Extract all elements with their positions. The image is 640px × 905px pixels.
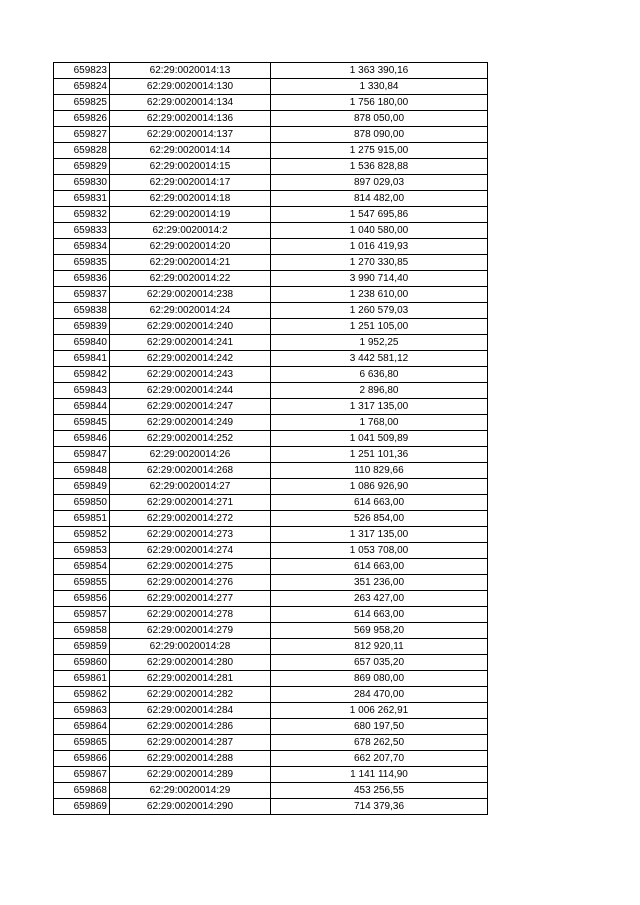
cadastral-number-cell: 62:29:0020014:29 [110,783,271,799]
cadastral-value-cell: 284 470,00 [271,687,488,703]
row-number-cell: 659832 [54,207,110,223]
cadastral-value-cell: 1 363 390,16 [271,63,488,79]
cadastral-number-cell: 62:29:0020014:273 [110,527,271,543]
table-row [54,303,488,319]
table-row [54,799,488,815]
table-body [54,63,488,815]
cadastral-value-cell: 1 317 135,00 [271,527,488,543]
row-number-cell: 659856 [54,591,110,607]
cadastral-number-cell: 62:29:0020014:26 [110,447,271,463]
cadastral-number-cell: 62:29:0020014:277 [110,591,271,607]
cadastral-number-cell: 62:29:0020014:249 [110,415,271,431]
cadastral-number-cell: 62:29:0020014:14 [110,143,271,159]
cadastral-number-cell: 62:29:0020014:17 [110,175,271,191]
row-number-cell: 659844 [54,399,110,415]
table-row [54,431,488,447]
table-row [54,543,488,559]
row-number-cell: 659869 [54,799,110,815]
row-number-cell: 659849 [54,479,110,495]
cadastral-number-cell: 62:29:0020014:282 [110,687,271,703]
cadastral-number-cell: 62:29:0020014:2 [110,223,271,239]
cadastral-number-cell: 62:29:0020014:238 [110,287,271,303]
cadastral-value-cell: 1 536 828,88 [271,159,488,175]
row-number-cell: 659823 [54,63,110,79]
row-number-cell: 659834 [54,239,110,255]
row-number-cell: 659848 [54,463,110,479]
table-row [54,687,488,703]
cadastral-value-cell: 2 896,80 [271,383,488,399]
cadastral-value-cell: 453 256,55 [271,783,488,799]
row-number-cell: 659840 [54,335,110,351]
cadastral-value-cell: 1 952,25 [271,335,488,351]
table-row [54,527,488,543]
row-number-cell: 659838 [54,303,110,319]
cadastral-value-cell: 662 207,70 [271,751,488,767]
row-number-cell: 659828 [54,143,110,159]
table-row [54,367,488,383]
row-number-cell: 659851 [54,511,110,527]
cadastral-number-cell: 62:29:0020014:287 [110,735,271,751]
cadastral-number-cell: 62:29:0020014:15 [110,159,271,175]
cadastral-number-cell: 62:29:0020014:278 [110,607,271,623]
row-number-cell: 659829 [54,159,110,175]
cadastral-value-cell: 897 029,03 [271,175,488,191]
table-row [54,415,488,431]
table-row [54,575,488,591]
table-row [54,447,488,463]
table-row [54,479,488,495]
cadastral-number-cell: 62:29:0020014:244 [110,383,271,399]
cadastral-number-cell: 62:29:0020014:271 [110,495,271,511]
cadastral-value-cell: 1 141 114,90 [271,767,488,783]
row-number-cell: 659863 [54,703,110,719]
row-number-cell: 659861 [54,671,110,687]
row-number-cell: 659825 [54,95,110,111]
row-number-cell: 659830 [54,175,110,191]
cadastral-number-cell: 62:29:0020014:24 [110,303,271,319]
cadastral-number-cell: 62:29:0020014:289 [110,767,271,783]
cadastral-value-cell: 1 053 708,00 [271,543,488,559]
cadastral-value-cell: 1 330,84 [271,79,488,95]
row-number-cell: 659860 [54,655,110,671]
table-row [54,511,488,527]
row-number-cell: 659845 [54,415,110,431]
cadastral-value-cell: 1 006 262,91 [271,703,488,719]
table-row [54,623,488,639]
table-row [54,559,488,575]
table-row [54,639,488,655]
cadastral-value-cell: 1 756 180,00 [271,95,488,111]
cadastral-value-cell: 1 016 419,93 [271,239,488,255]
table-row [54,223,488,239]
cadastral-value-cell: 3 442 581,12 [271,351,488,367]
cadastral-number-cell: 62:29:0020014:252 [110,431,271,447]
table-row [54,399,488,415]
row-number-cell: 659850 [54,495,110,511]
table-row [54,63,488,79]
cadastral-value-cell: 110 829,66 [271,463,488,479]
table-row [54,255,488,271]
cadastral-value-cell: 878 090,00 [271,127,488,143]
cadastral-number-cell: 62:29:0020014:286 [110,719,271,735]
row-number-cell: 659866 [54,751,110,767]
cadastral-number-cell: 62:29:0020014:276 [110,575,271,591]
cadastral-number-cell: 62:29:0020014:281 [110,671,271,687]
row-number-cell: 659824 [54,79,110,95]
cadastral-value-cell: 6 636,80 [271,367,488,383]
row-number-cell: 659867 [54,767,110,783]
table-row [54,783,488,799]
table-row [54,735,488,751]
cadastral-value-cell: 678 262,50 [271,735,488,751]
table-row [54,703,488,719]
cadastral-number-cell: 62:29:0020014:19 [110,207,271,223]
cadastral-number-cell: 62:29:0020014:28 [110,639,271,655]
table-row [54,239,488,255]
row-number-cell: 659858 [54,623,110,639]
table-row [54,351,488,367]
row-number-cell: 659826 [54,111,110,127]
cadastral-value-cell: 1 260 579,03 [271,303,488,319]
row-number-cell: 659835 [54,255,110,271]
row-number-cell: 659853 [54,543,110,559]
cadastral-value-cell: 614 663,00 [271,495,488,511]
row-number-cell: 659843 [54,383,110,399]
table-row [54,271,488,287]
cadastral-number-cell: 62:29:0020014:13 [110,63,271,79]
table-row [54,607,488,623]
row-number-cell: 659852 [54,527,110,543]
row-number-cell: 659868 [54,783,110,799]
cadastral-number-cell: 62:29:0020014:27 [110,479,271,495]
table-row [54,127,488,143]
cadastral-value-cell: 1 251 101,36 [271,447,488,463]
table-row [54,111,488,127]
table-row [54,143,488,159]
cadastral-value-cell: 263 427,00 [271,591,488,607]
cadastral-value-cell: 3 990 714,40 [271,271,488,287]
table-row [54,335,488,351]
cadastral-number-cell: 62:29:0020014:241 [110,335,271,351]
cadastral-number-cell: 62:29:0020014:272 [110,511,271,527]
cadastral-value-cell: 657 035,20 [271,655,488,671]
table-row [54,175,488,191]
cadastral-number-cell: 62:29:0020014:279 [110,623,271,639]
row-number-cell: 659865 [54,735,110,751]
table-row [54,591,488,607]
table-row [54,383,488,399]
table-row [54,207,488,223]
table-row [54,463,488,479]
cadastral-number-cell: 62:29:0020014:280 [110,655,271,671]
row-number-cell: 659847 [54,447,110,463]
cadastral-value-cell: 1 317 135,00 [271,399,488,415]
cadastral-value-cell: 351 236,00 [271,575,488,591]
table-row [54,671,488,687]
cadastral-number-cell: 62:29:0020014:20 [110,239,271,255]
cadastral-value-cell: 1 086 926,90 [271,479,488,495]
cadastral-number-cell: 62:29:0020014:290 [110,799,271,815]
cadastral-value-cell: 1 040 580,00 [271,223,488,239]
row-number-cell: 659842 [54,367,110,383]
cadastral-number-cell: 62:29:0020014:21 [110,255,271,271]
table-row [54,655,488,671]
row-number-cell: 659841 [54,351,110,367]
cadastral-number-cell: 62:29:0020014:22 [110,271,271,287]
row-number-cell: 659836 [54,271,110,287]
cadastral-number-cell: 62:29:0020014:137 [110,127,271,143]
table-row [54,719,488,735]
row-number-cell: 659864 [54,719,110,735]
cadastral-value-cell: 569 958,20 [271,623,488,639]
cadastral-number-cell: 62:29:0020014:288 [110,751,271,767]
row-number-cell: 659831 [54,191,110,207]
cadastral-value-cell: 1 251 105,00 [271,319,488,335]
row-number-cell: 659854 [54,559,110,575]
cadastral-value-cell: 1 275 915,00 [271,143,488,159]
cadastral-number-cell: 62:29:0020014:18 [110,191,271,207]
row-number-cell: 659839 [54,319,110,335]
cadastral-number-cell: 62:29:0020014:243 [110,367,271,383]
cadastral-value-table [53,62,488,815]
cadastral-value-cell: 614 663,00 [271,607,488,623]
table-row [54,319,488,335]
row-number-cell: 659859 [54,639,110,655]
cadastral-number-cell: 62:29:0020014:136 [110,111,271,127]
row-number-cell: 659837 [54,287,110,303]
cadastral-number-cell: 62:29:0020014:284 [110,703,271,719]
cadastral-value-cell: 1 270 330,85 [271,255,488,271]
cadastral-value-cell: 614 663,00 [271,559,488,575]
cadastral-value-cell: 714 379,36 [271,799,488,815]
table-row [54,495,488,511]
row-number-cell: 659846 [54,431,110,447]
cadastral-number-cell: 62:29:0020014:130 [110,79,271,95]
cadastral-number-cell: 62:29:0020014:275 [110,559,271,575]
row-number-cell: 659833 [54,223,110,239]
cadastral-value-cell: 1 547 695,86 [271,207,488,223]
table-row [54,751,488,767]
cadastral-number-cell: 62:29:0020014:247 [110,399,271,415]
cadastral-value-cell: 1 041 509,89 [271,431,488,447]
table-row [54,767,488,783]
cadastral-number-cell: 62:29:0020014:274 [110,543,271,559]
table-row [54,95,488,111]
cadastral-value-cell: 878 050,00 [271,111,488,127]
table-row [54,191,488,207]
row-number-cell: 659857 [54,607,110,623]
table-row [54,159,488,175]
cadastral-number-cell: 62:29:0020014:242 [110,351,271,367]
cadastral-value-cell: 680 197,50 [271,719,488,735]
table-row [54,79,488,95]
row-number-cell: 659855 [54,575,110,591]
cadastral-value-cell: 1 768,00 [271,415,488,431]
cadastral-number-cell: 62:29:0020014:134 [110,95,271,111]
cadastral-value-cell: 812 920,11 [271,639,488,655]
cadastral-value-cell: 1 238 610,00 [271,287,488,303]
row-number-cell: 659827 [54,127,110,143]
table-row [54,287,488,303]
cadastral-value-cell: 526 854,00 [271,511,488,527]
cadastral-value-cell: 814 482,00 [271,191,488,207]
row-number-cell: 659862 [54,687,110,703]
cadastral-number-cell: 62:29:0020014:240 [110,319,271,335]
cadastral-number-cell: 62:29:0020014:268 [110,463,271,479]
cadastral-value-cell: 869 080,00 [271,671,488,687]
